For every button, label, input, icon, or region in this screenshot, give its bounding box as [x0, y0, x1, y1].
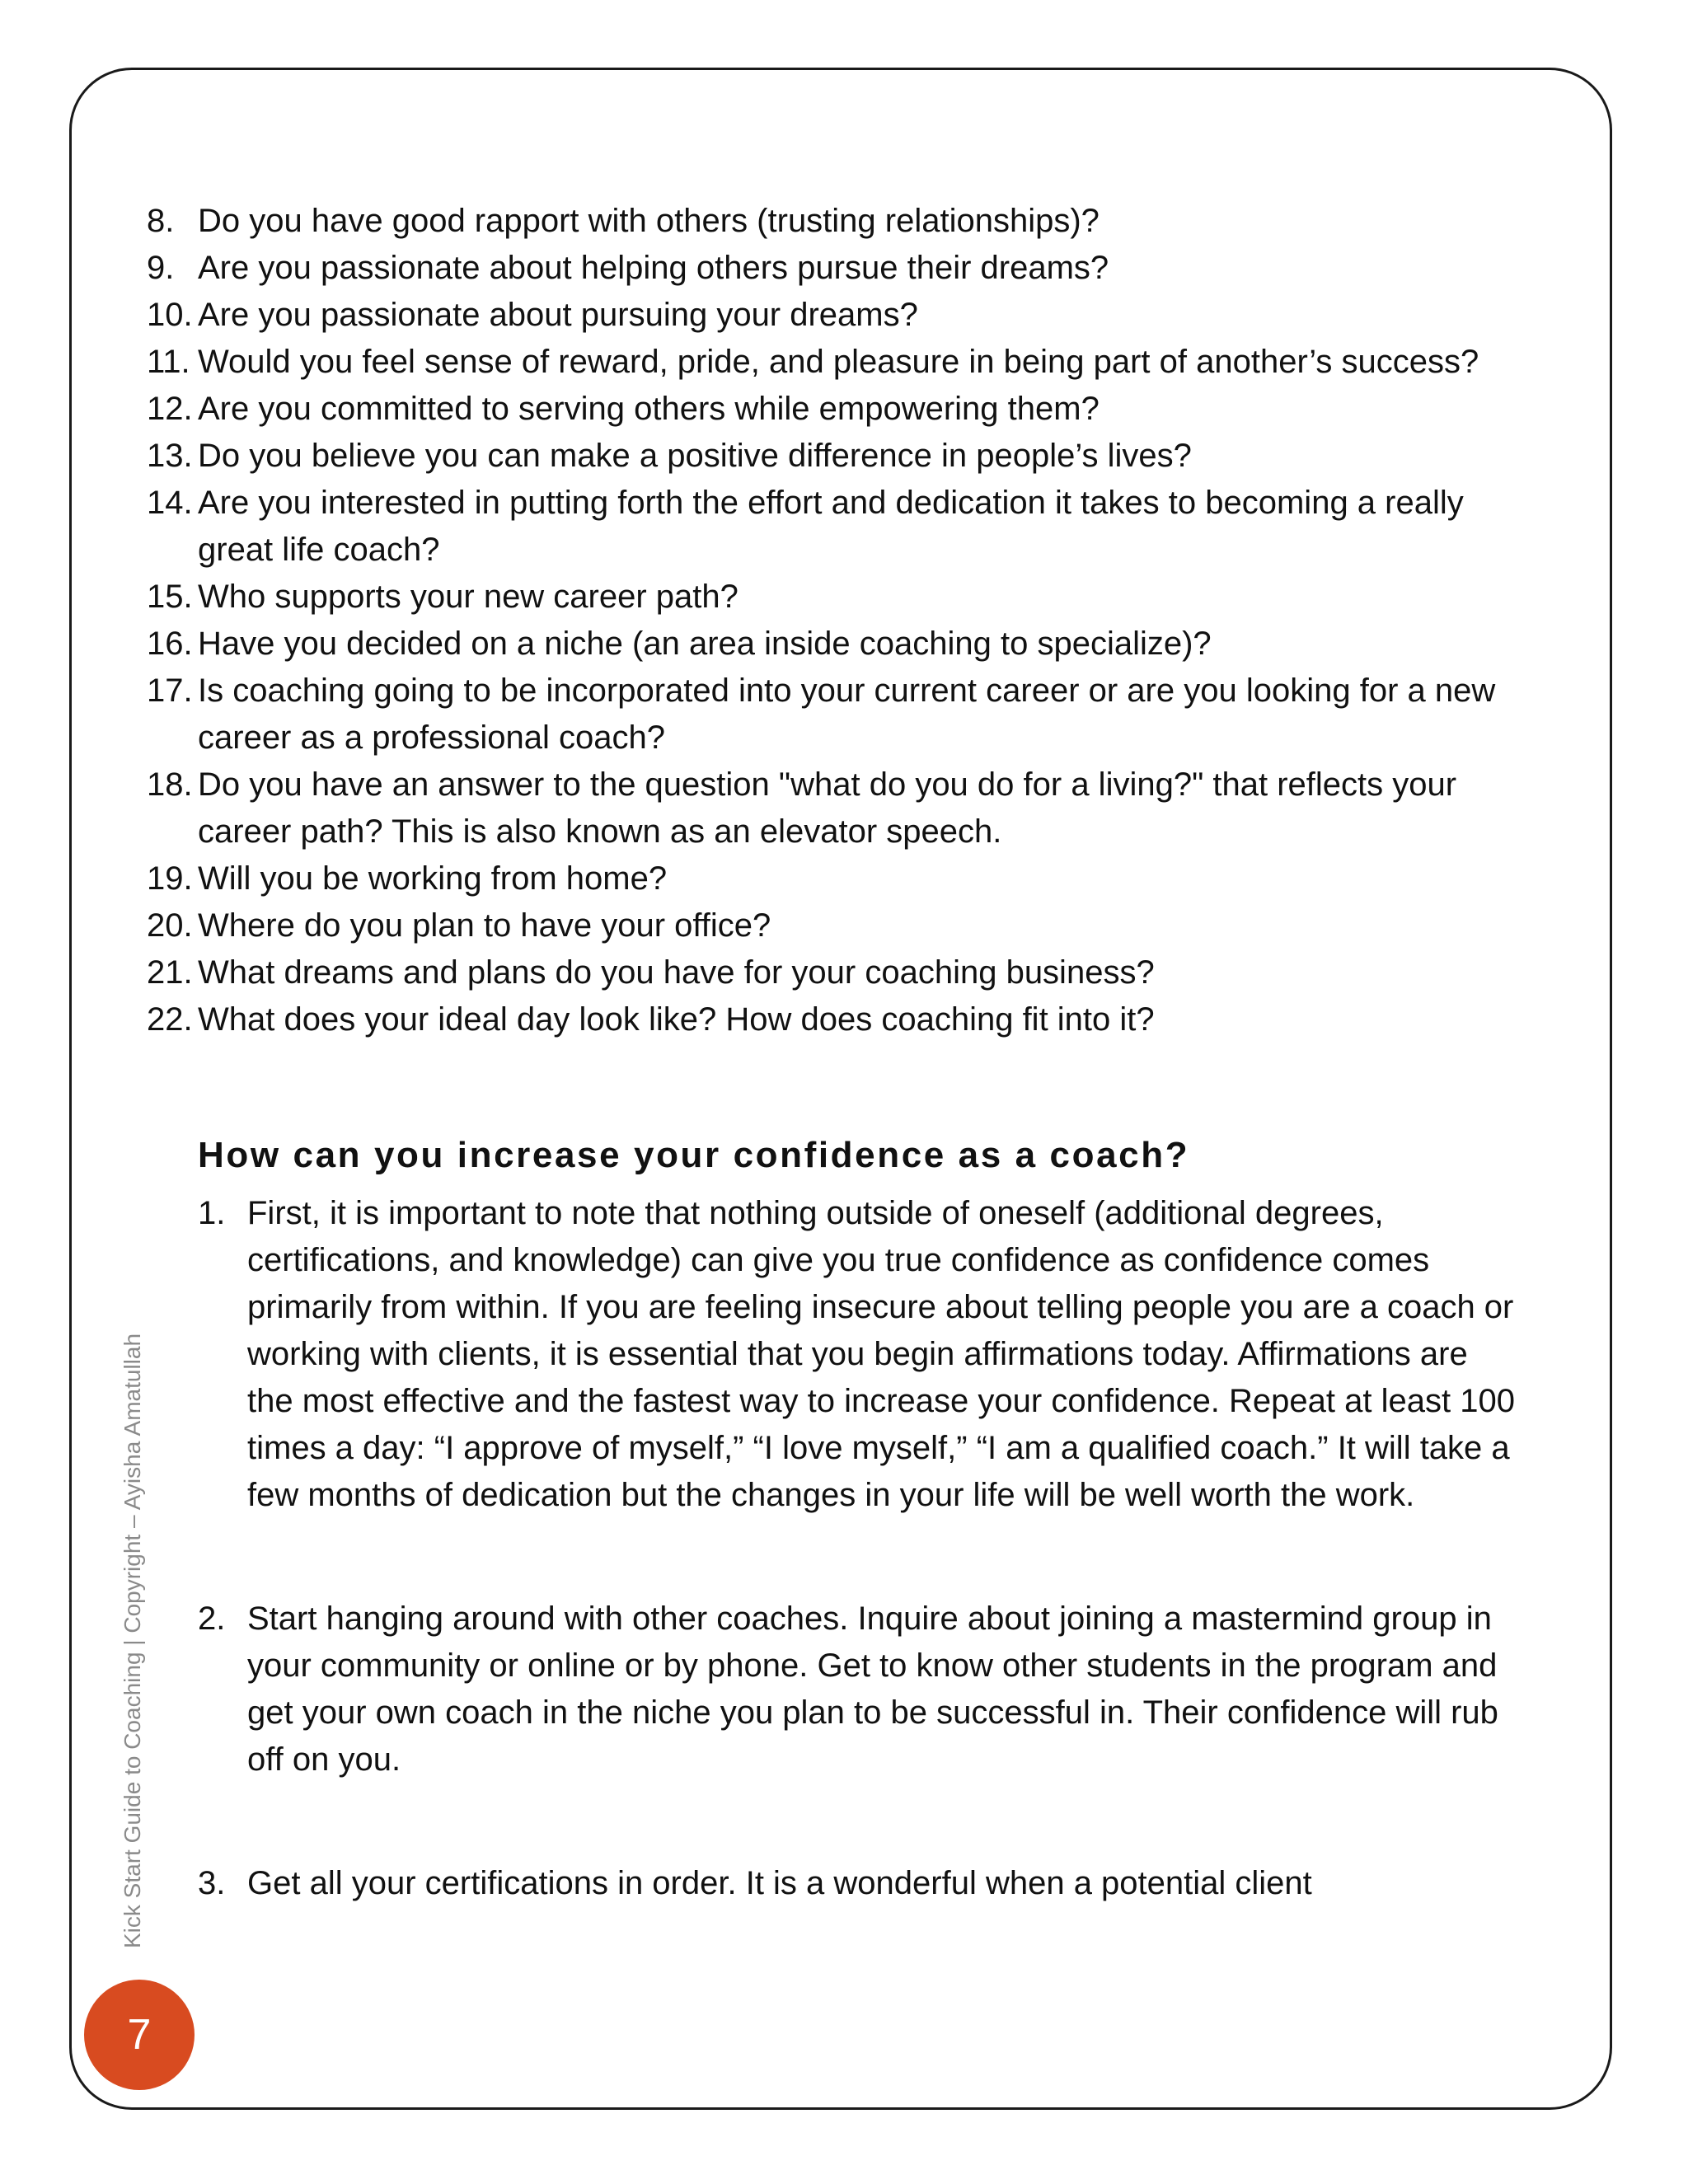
- item-number: 21.: [147, 954, 193, 991]
- list-item: [198, 1596, 1517, 1783]
- item-number: 20.: [147, 907, 193, 944]
- item-text: What dreams and plans do you have for your coaching business?: [198, 954, 1155, 991]
- item-text: Start hanging around with other coaches. Inquire about joining a mastermind group in your community or online or by phone. Get to know other students in the program and get your own coach in the niche you plan to be successful in. Their confidence will rub off on you.: [247, 1601, 1498, 1778]
- item-text: Are you committed to serving others while empowering them?: [198, 391, 1100, 427]
- item-text: Do you have an answer to the question "what do you do for a living?" that reflects your career path? This is also known as an elevator speech.: [198, 766, 1457, 850]
- item-number: 11.: [147, 344, 190, 380]
- list-item: [147, 996, 1498, 1043]
- list-item: [147, 762, 1498, 855]
- item-number: 14.: [147, 485, 193, 521]
- side-copyright-text: Kick Start Guide to Coaching | Copyright – Ayisha Amatullah: [120, 1333, 145, 1948]
- list-item: [147, 339, 1498, 386]
- item-text: Are you passionate about helping others pursue their dreams?: [198, 250, 1109, 286]
- item-text: Who supports your new career path?: [198, 579, 738, 615]
- item-number: 16.: [147, 626, 193, 662]
- item-text: Do you have good rapport with others (trusting relationships)?: [198, 203, 1100, 239]
- list-item: [147, 245, 1498, 292]
- item-number: 13.: [147, 438, 193, 474]
- item-text: What does your ideal day look like? How does coaching fit into it?: [198, 1001, 1155, 1038]
- list-item: [147, 621, 1498, 668]
- item-number: 17.: [147, 673, 193, 709]
- list-item: [147, 855, 1498, 902]
- item-text: Will you be working from home?: [198, 860, 668, 897]
- list-item: [198, 1190, 1517, 1519]
- item-number: 12.: [147, 391, 193, 427]
- item-number: 22.: [147, 1001, 193, 1038]
- item-number: 2.: [198, 1601, 226, 1637]
- list-item: [147, 574, 1498, 621]
- list-item: [198, 1860, 1517, 1907]
- item-number: 3.: [198, 1865, 226, 1901]
- item-number: 15.: [147, 579, 193, 615]
- page-number: 7: [127, 2011, 152, 2059]
- item-number: 9.: [147, 250, 175, 286]
- list-item: [147, 292, 1498, 339]
- list-item: [147, 480, 1498, 574]
- item-text: Where do you plan to have your office?: [198, 907, 771, 944]
- item-text: Have you decided on a niche (an area inside coaching to specialize)?: [198, 626, 1212, 662]
- item-text: Is coaching going to be incorporated into your current career or are you looking for a new career as a professional coach?: [198, 673, 1496, 756]
- item-number: 8.: [147, 203, 175, 239]
- list-item: [147, 949, 1498, 996]
- item-number: 1.: [198, 1195, 226, 1231]
- list-item: [147, 386, 1498, 433]
- list-item: [147, 902, 1498, 949]
- item-text: Get all your certifications in order. It is a wonderful when a potential client: [247, 1865, 1312, 1901]
- item-text: Would you feel sense of reward, pride, and pleasure in being part of another’s success?: [198, 344, 1479, 380]
- item-number: 19.: [147, 860, 193, 897]
- item-text: First, it is important to note that nothing outside of oneself (additional degrees, certifications, and knowledge) can give you true confidence as confidence comes primarily from within. If you are feeling insecure about telling people you are a coach or working with clients, it is essential that you begin affirmations today. Affirmations are the most effective and the fastest way to increase your confidence. Repeat at least 100 times a day: “I approve of myself,” “I love myself,” “I am a qualified coach.” It will take a few months of dedication but the changes in your life will be well worth the work.: [247, 1195, 1515, 1513]
- item-text: Are you interested in putting forth the effort and dedication it takes to becoming a really great life coach?: [198, 485, 1464, 568]
- section-heading: How can you increase your confidence as a coach?: [198, 1135, 1190, 1175]
- item-text: Are you passionate about pursuing your dreams?: [198, 297, 918, 333]
- item-text: Do you believe you can make a positive difference in people’s lives?: [198, 438, 1192, 474]
- item-number: 18.: [147, 766, 193, 803]
- list-item: [147, 433, 1498, 480]
- list-item: [147, 668, 1498, 762]
- item-number: 10.: [147, 297, 193, 333]
- page-number-badge: [84, 1980, 195, 2090]
- tips-list: [198, 1190, 1517, 1907]
- questions-list: [147, 198, 1498, 1043]
- list-item: [147, 198, 1498, 245]
